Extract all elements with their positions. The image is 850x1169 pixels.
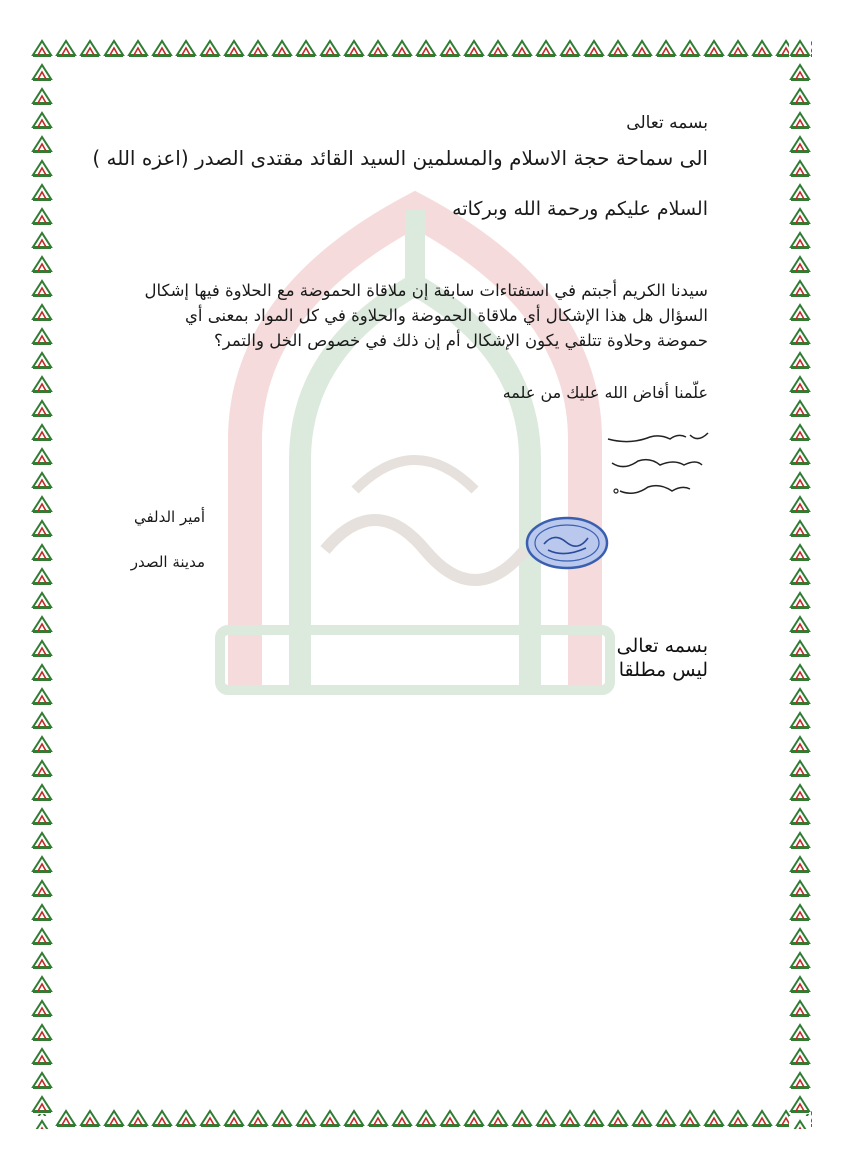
frame-right-border [788, 35, 812, 1129]
mosque-watermark [205, 190, 625, 710]
question-line: سيدنا الكريم أجبتم في استفتاءات سابقة إن ملاقاة الحموضة مع الحلاوة فيها إشكال [144, 281, 708, 300]
sender-name: أمير الدلفي [133, 508, 205, 526]
frame-bottom-border [30, 1105, 812, 1129]
handwritten-signature [590, 425, 720, 510]
question-paragraph [136, 278, 708, 353]
greeting-line: السلام عليكم ورحمة الله وبركاته [452, 198, 708, 220]
question-line: السؤال هل هذا الإشكال أي ملاقاة الحموضة والحلاوة في كل المواد بمعنى أي [185, 306, 708, 325]
frame-top-border [30, 35, 812, 59]
addressee-line: الى سماحة حجة الاسلام والمسلمين السيد القائد مقتدى الصدر (اعزه الله ) [92, 146, 708, 170]
question-line: حموضة وحلاوة تتلقي يكون الإشكال أم إن ذلك في خصوص الخل والتمر؟ [214, 331, 708, 350]
answer-heading: بسمه تعالى [616, 635, 708, 657]
answer-block [617, 634, 708, 682]
frame-left-border [30, 35, 54, 1129]
closing-line: علّمنا أفاض الله عليك من علمه [502, 383, 708, 402]
salutation-heading: بسمه تعالى [626, 113, 708, 133]
stamp-seal [524, 514, 610, 572]
sender-city: مدينة الصدر [130, 553, 205, 571]
answer-text: ليس مطلقا [618, 659, 708, 681]
